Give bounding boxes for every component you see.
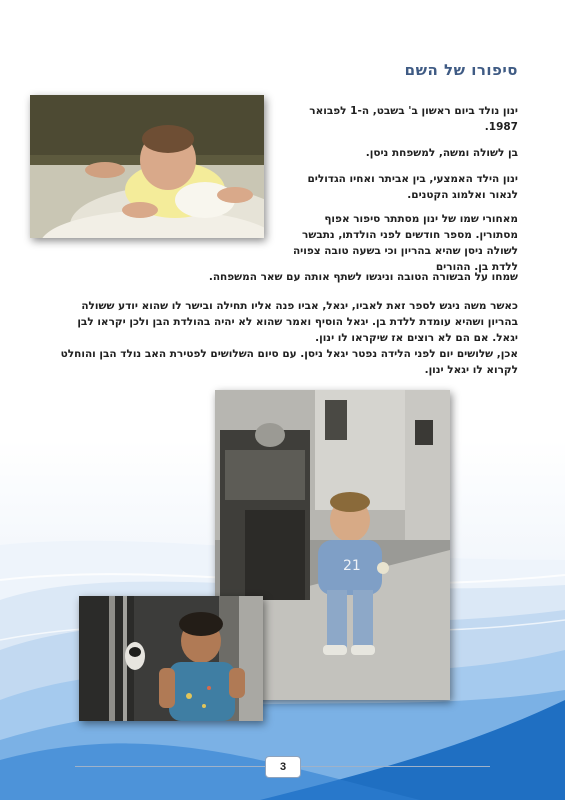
svg-text:21: 21 [343,558,361,574]
paragraph-birth: ינון נולד ביום ראשון ב' בשבט, ה-1 לפבואר 1987. [309,105,518,133]
baby-photo [30,95,264,238]
paragraph-siblings: ינון הילד האמצעי, בין אביתר ואחיו הגדולים לנאור ואלמוג הקטנים. [307,173,518,201]
paragraph-parents: בן לשולה ומשה, למשפחת ניסן. [365,147,518,159]
paragraph-name-story-cont: שמחו על הבשורה הטובה וניגשו לשתף אותה עם שאר המשפחה. [208,271,518,283]
paragraph-name-story: מאחורי שמו של ינון מסתתר סיפור אפוף מסתורין. מספר חודשים לפני הולדתו, נתבשר לשולה ניסן שהיא בהריון וכי בשעה טובה צפויה ללדת בן. ההורים [292,213,518,273]
paragraph-grandfather: כאשר משה ניגש לספר זאת לאביו, יגאל, אביו פנה אליו תחילה ובישר לו שהוא יודע ששולה בהריון ושהיא עומדת ללדת בן. יגאל הוסיף ואמר שהוא לא יהיה בהולדת הבן ולכן יקראו לבן יגאל. אם הם לא רוצים אז שיקראו לו ינון. [77,300,518,344]
page-title: סיפורו של השם [404,61,518,79]
paragraph-naming: אכן, שלושים יום לפני הלידה נפטר יגאל ניסן. עם סיום השלושים לפטירת האב נולד הבן והוחלט לקרוא לו יגאל ינון. [60,348,518,376]
page-number: 3 [265,756,301,778]
boy-photo [79,596,263,721]
